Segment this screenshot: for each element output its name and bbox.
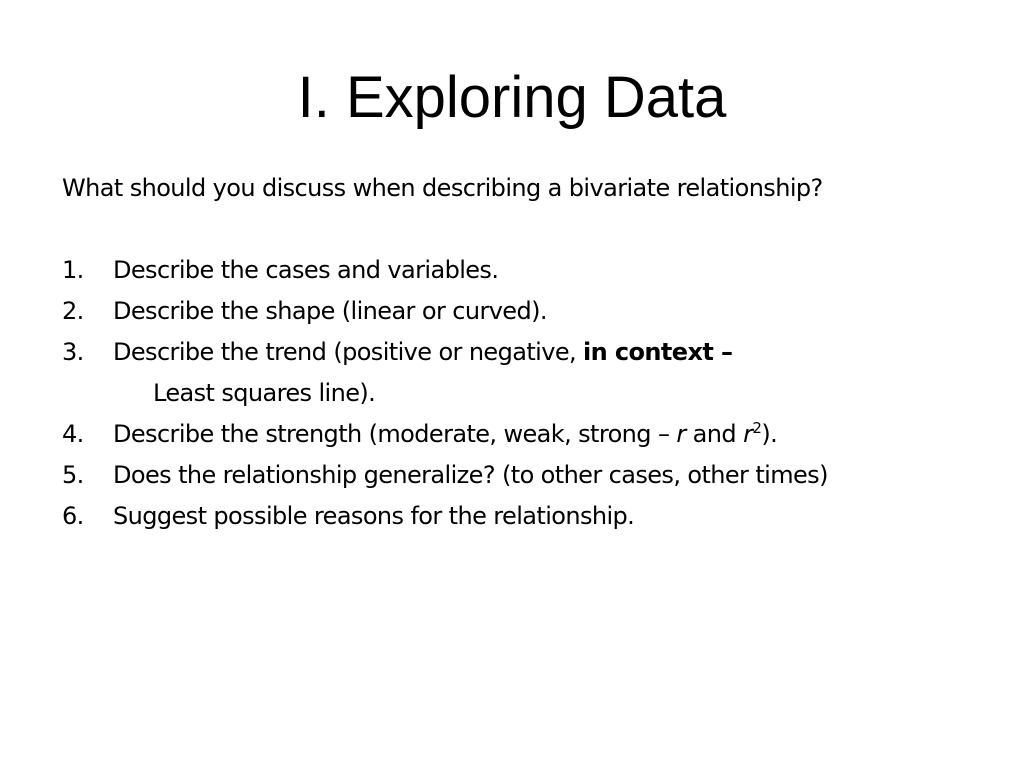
item-number: 6.: [62, 502, 84, 530]
item-text-and: and: [685, 420, 744, 448]
variable-r: r: [676, 420, 686, 448]
exponent: 2: [752, 419, 762, 437]
discussion-list: [62, 250, 1002, 537]
item-continuation: Least squares line).: [153, 379, 376, 407]
slide-title: I. Exploring Data: [297, 65, 727, 130]
list-item: [62, 250, 1002, 291]
item-text-end: ).: [761, 420, 778, 448]
item-text: Describe the strength (moderate, weak, strong –: [113, 420, 677, 448]
item-number: 4.: [62, 420, 84, 448]
item-text: Describe the cases and variables.: [113, 256, 499, 284]
list-item: [62, 332, 1002, 414]
list-item: [62, 291, 1002, 332]
item-text: Suggest possible reasons for the relationship.: [113, 502, 635, 530]
question-text: What should you discuss when describing a bivariate relationship?: [62, 174, 823, 202]
item-number: 5.: [62, 461, 84, 489]
item-number: 1.: [62, 256, 84, 284]
item-text: Describe the shape (linear or curved).: [113, 297, 547, 325]
item-text: Describe the trend (positive or negative,: [113, 338, 584, 366]
list-item: [62, 496, 1002, 537]
list-item: [62, 455, 1002, 496]
list-item: [62, 414, 1002, 455]
variable-r-squared: r: [743, 420, 753, 448]
item-bold-text: in context –: [583, 338, 733, 366]
item-text: Does the relationship generalize? (to other cases, other times): [113, 461, 828, 489]
item-number: 2.: [62, 297, 84, 325]
slide-body: [62, 168, 1002, 537]
item-number: 3.: [62, 338, 84, 366]
spacer: [62, 209, 1002, 250]
